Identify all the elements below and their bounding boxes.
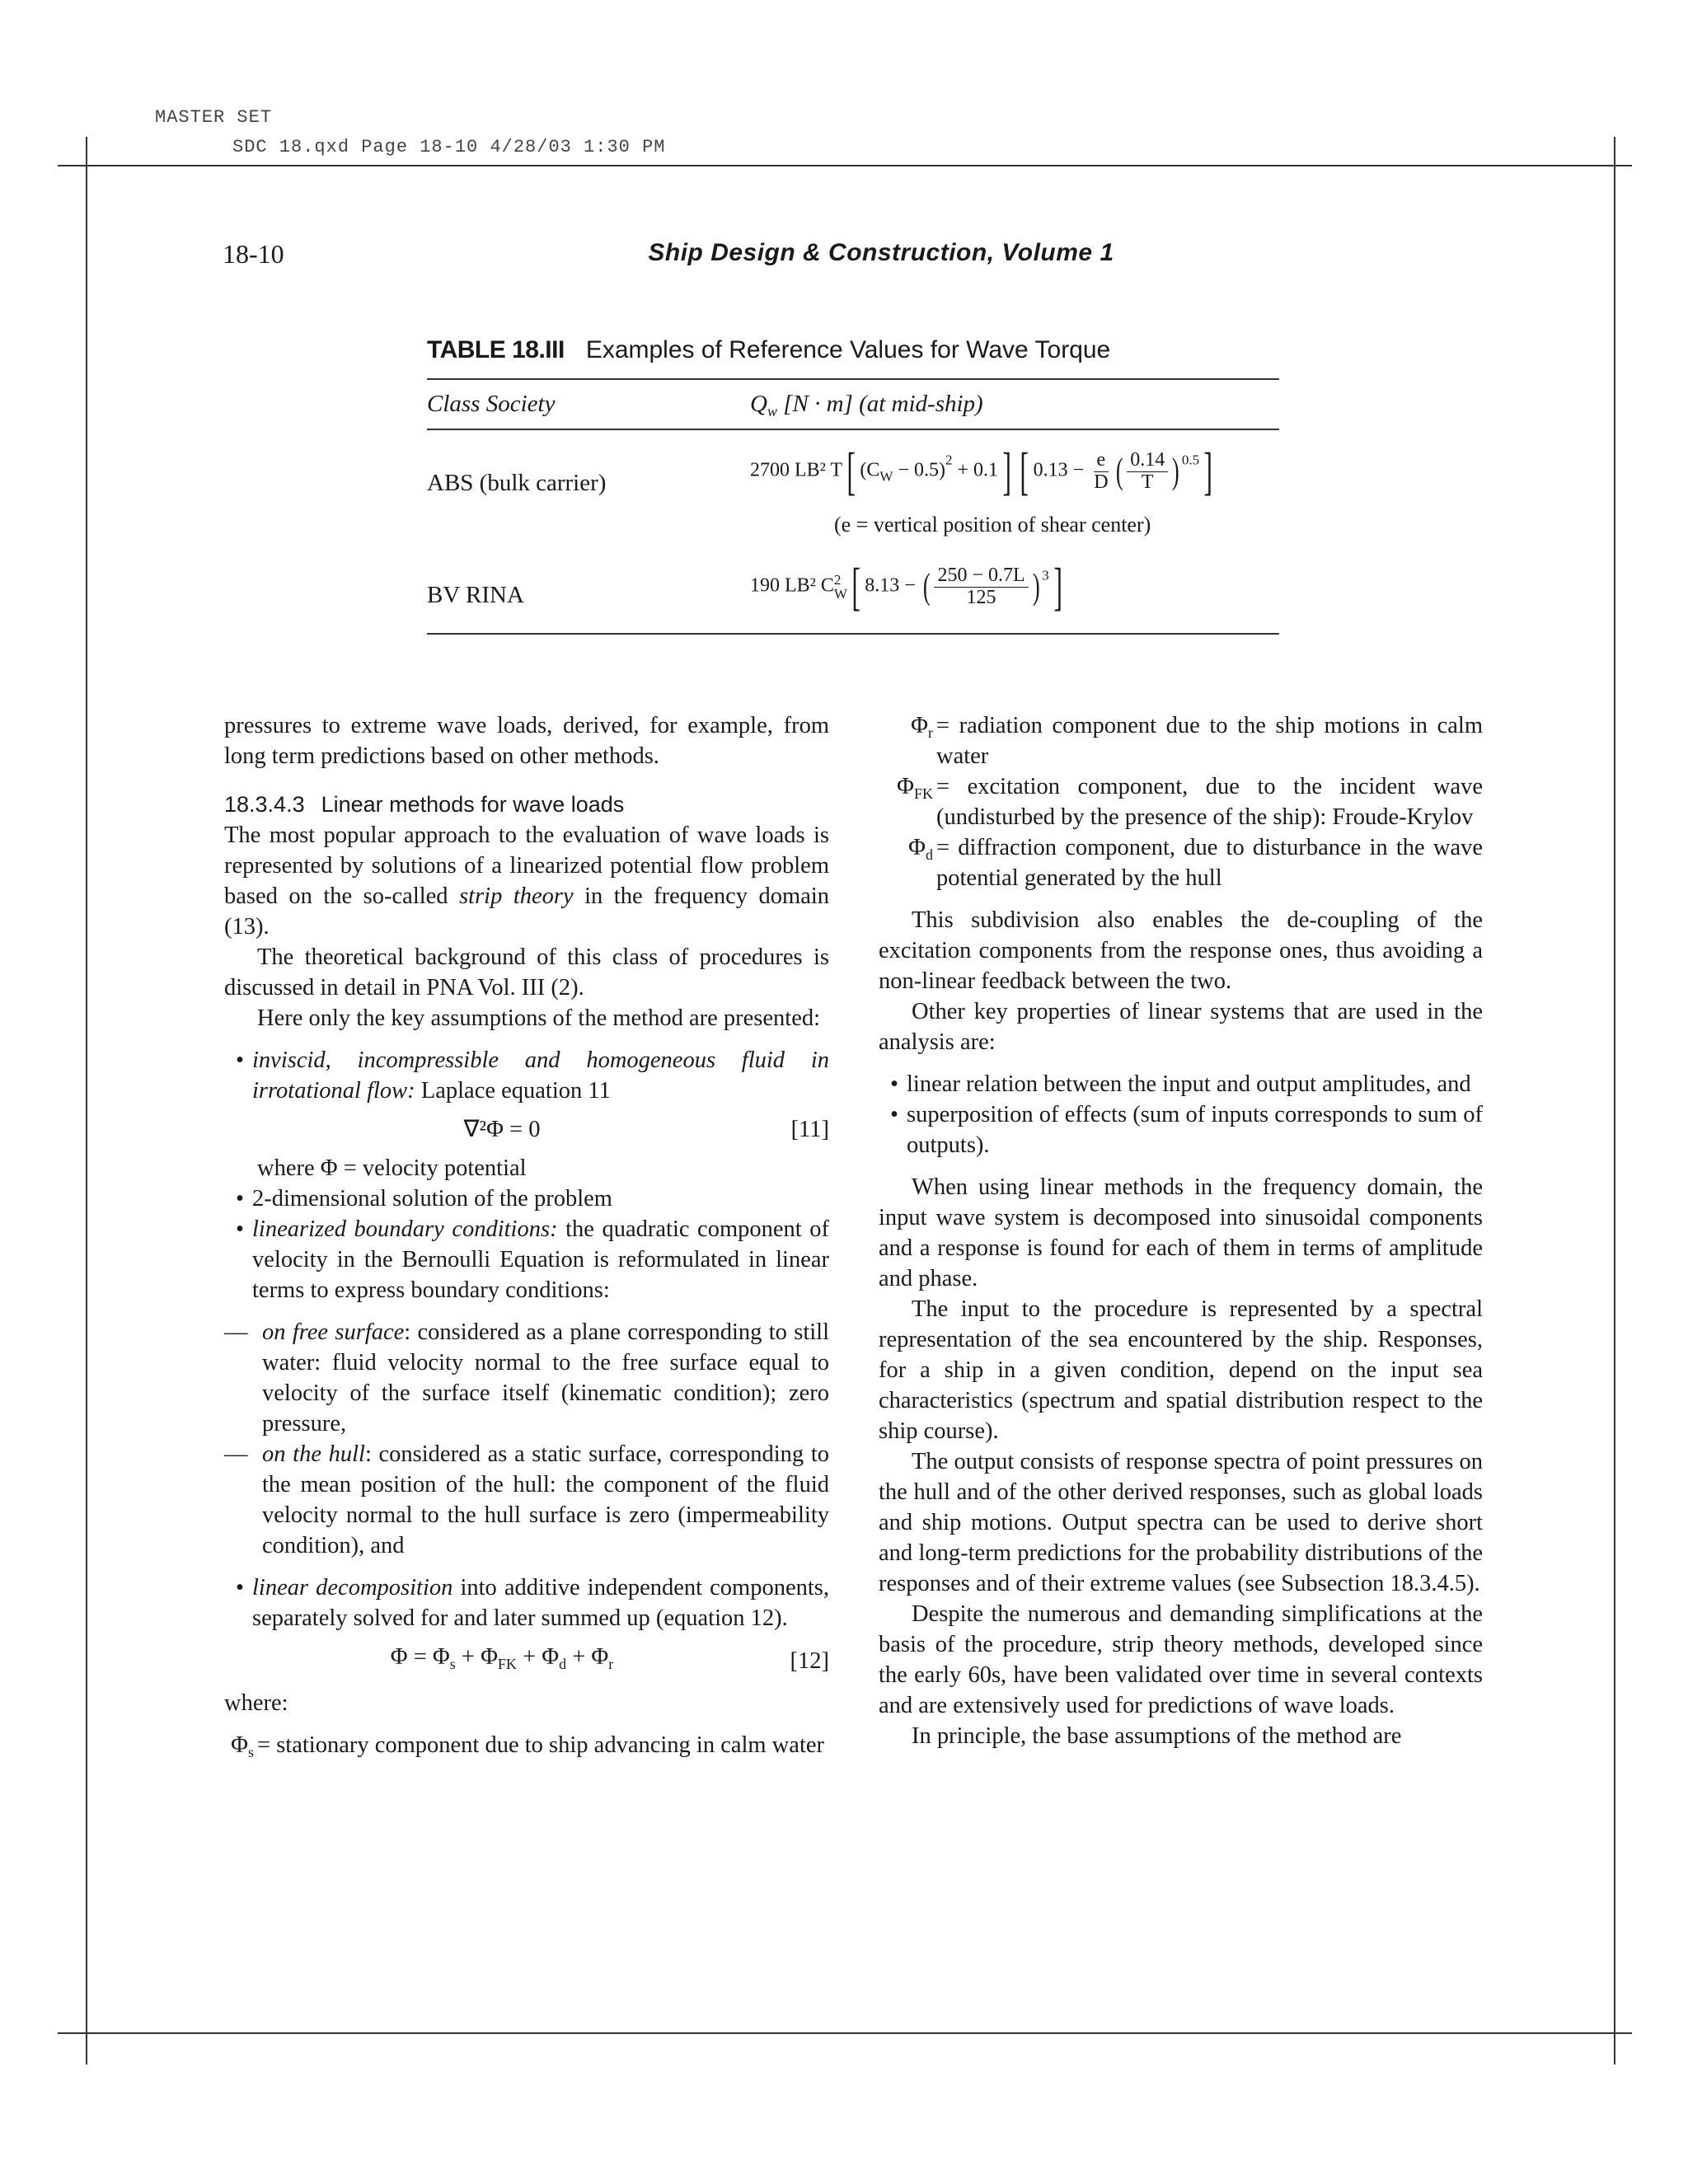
table-header-rule — [427, 429, 1279, 430]
table-row-bv-society: BV RINA — [427, 582, 524, 608]
formula-bv-c: 8.13 − — [865, 574, 921, 597]
paragraph-validation: Despite the numerous and demanding simplifications at the basis of the procedure, strip theory methods, developed since the early 60s, have been validated over time in several contexts and are extensively used for predictions of wave loads. — [879, 1601, 1483, 1718]
formula-abs-cw-sub: W — [879, 468, 893, 485]
equation-12-body: $\Phi = \Phi_s + \Phi_{FK} + \Phi_d + \Phi_r$ — [390, 1644, 614, 1672]
list-item: — on the hull: considered as a static surface, corresponding to the mean position of the hull: the component of the fluid velocity normal to the hull surface is zero (impermeability condition), and — [224, 1441, 829, 1558]
paragraph-input: The input to the procedure is represented by a spectral representation of the sea encountered by the ship. Responses, for a ship in a given condition, depend on the input sea characteristics (spectrum and spatial distribution respect to the ship course). — [879, 1296, 1483, 1444]
fraction-014-over-t: $\frac{0.14}{T}$ — [1127, 450, 1168, 492]
list-item: • 2-dimensional solution of the problem — [236, 1186, 612, 1212]
paragraph-assumptions: Here only the key assumptions of the method are presented: — [257, 1005, 821, 1031]
table-row-abs-formula: 2700 LB² T[ $(C_W - 0.5)^2 + 0.1$] [ 0.13 − $\frac{e}{D}$ ( $\frac{0.14}{T}$ ) $^{0.5}$] — [750, 442, 1213, 500]
list-item: • linear decomposition into additive independent components, separately solved for and later summed up (equation 12). — [236, 1575, 829, 1631]
equation-12-number: [12] — [790, 1647, 829, 1674]
formula-bv-cw-sup: 2 — [833, 572, 842, 588]
formula-abs-cw: (C — [860, 459, 880, 481]
where-label: where: — [224, 1690, 288, 1716]
table-row-bv-formula: 190 LB² C 2 W [ 8.13 − ( $\frac{250 - 0.7L}{125}$ ) $^3$] — [750, 557, 1062, 616]
definition-phi-fk: $\Phi_{FK}$ = excitation component, due to the incident wave (undisturbed by the presence of the ship): Froude-Krylov — [897, 774, 1483, 830]
table-row-abs-society: ABS (bulk carrier) — [427, 470, 607, 496]
crop-line-bottom — [58, 2032, 1632, 2034]
crop-line-top — [58, 165, 1632, 166]
paragraph-intro: pressures to extreme wave loads, derived, for example, from long term predictions based on other methods. — [224, 713, 829, 769]
formula-abs-a-exp: 2 — [945, 452, 953, 468]
running-title: Ship Design & Construction, Volume 1 — [648, 239, 1114, 266]
paragraph-decoupling: This subdivision also enables the de-coupling of the excitation components from the response ones, thus avoiding a non-linear feedback between the two. — [879, 907, 1483, 994]
page-number: 18-10 — [223, 239, 284, 269]
slug-file-info: SDC 18.qxd Page 18-10 4/28/03 1:30 PM — [232, 137, 666, 157]
paragraph-strip-theory: The most popular approach to the evaluation of wave loads is represented by solutions of a linearized potential flow problem based on the so-called strip theory in the frequency domain (13). — [224, 823, 830, 940]
paragraph-principle: In principle, the base assumptions of the method are — [912, 1723, 1402, 1749]
paragraph-background: The theoretical background of this class of procedures is discussed in detail in PNA Vol. III (2). — [224, 944, 829, 1001]
equation-11-number: [11] — [790, 1117, 829, 1142]
formula-abs-lead: 2700 LB² T — [750, 459, 843, 481]
list-item: — on free surface: considered as a plane corresponding to still water: fluid velocity normal to the free surface equal to velocity of the surface itself (kinematic condition); zero pressure, — [224, 1319, 829, 1436]
formula-bv-lead: 190 LB² C — [750, 574, 834, 597]
equation-11-body: ∇²Φ = 0 — [463, 1117, 541, 1142]
paragraph-output: The output consists of response spectra of point pressures on the hull and of the other derived responses, such as global loads and ship motions. Output spectra can be used to derive short and long-term predictions for the probability distributions of the responses and of their extreme values (see Subsection 18.3.4.5). — [879, 1449, 1483, 1596]
definition-phi-s: $\Phi_s$ = stationary component due to ship advancing in calm water — [231, 1732, 825, 1760]
section-number: 18.3.4.3 — [224, 792, 305, 817]
fraction-bv: $\frac{250 - 0.7L}{125}$ — [934, 565, 1028, 607]
paragraph-frequency-domain: When using linear methods in the frequency domain, the input wave system is decomposed into sinusoidal components and a response is found for each of them in terms of amplitude and phase. — [879, 1174, 1483, 1291]
formula-abs-exp: 0.5 — [1181, 452, 1200, 468]
list-item: • linear relation between the input and output amplitudes, and — [890, 1071, 1471, 1097]
table-bottom-rule — [427, 633, 1279, 635]
definition-phi-r: $\Phi_r$ = radiation component due to the ship motions in calm water — [911, 713, 1483, 769]
table-row-abs-note: (e = vertical position of shear center) — [834, 513, 1151, 537]
slug-master-set: MASTER SET — [155, 107, 273, 128]
list-item: • superposition of effects (sum of inputs corresponds to sum of outputs). — [890, 1102, 1483, 1158]
definition-phi-d: $\Phi_d$ = diffraction component, due to disturbance in the wave potential generated by the hull — [908, 835, 1483, 891]
table-title: Examples of Reference Values for Wave Torque — [585, 336, 1111, 363]
list-item: • linearized boundary conditions: the quadratic component of velocity in the Bernoulli Equation is reformulated in linear terms to express boundary conditions: — [236, 1216, 829, 1303]
formula-bv-cw-sub: W — [833, 586, 847, 602]
crop-line-left — [86, 165, 87, 2064]
table-top-rule — [427, 378, 1279, 380]
section-title: Linear methods for wave loads — [321, 792, 625, 817]
fraction-e-over-d: $\frac{e}{D}$ — [1094, 449, 1109, 493]
where-phi: where Φ = velocity potential — [257, 1155, 527, 1181]
paragraph-properties: Other key properties of linear systems that are used in the analysis are: — [879, 999, 1483, 1055]
formula-bv-exp: 3 — [1042, 567, 1049, 583]
table-header-qw: $Q_w$ [N · m] (at mid-ship) — [750, 391, 983, 419]
right-column — [879, 710, 1483, 1751]
table-caption — [427, 336, 1110, 364]
crop-line-right — [1614, 165, 1615, 2064]
equation-12 — [224, 1642, 829, 1680]
formula-abs-a: − 0.5) — [893, 459, 945, 481]
left-column — [224, 710, 829, 1768]
equation-11 — [224, 1114, 829, 1145]
section-heading — [224, 790, 829, 820]
table-label: TABLE 18.III — [427, 336, 565, 363]
table-header-society: Class Society — [427, 391, 556, 417]
formula-abs-c: 0.13 − — [1033, 459, 1090, 481]
list-item: • inviscid, incompressible and homogeneous fluid in irrotational flow: Laplace equation 11 — [236, 1047, 829, 1104]
formula-abs-b: + 0.1 — [952, 459, 999, 481]
